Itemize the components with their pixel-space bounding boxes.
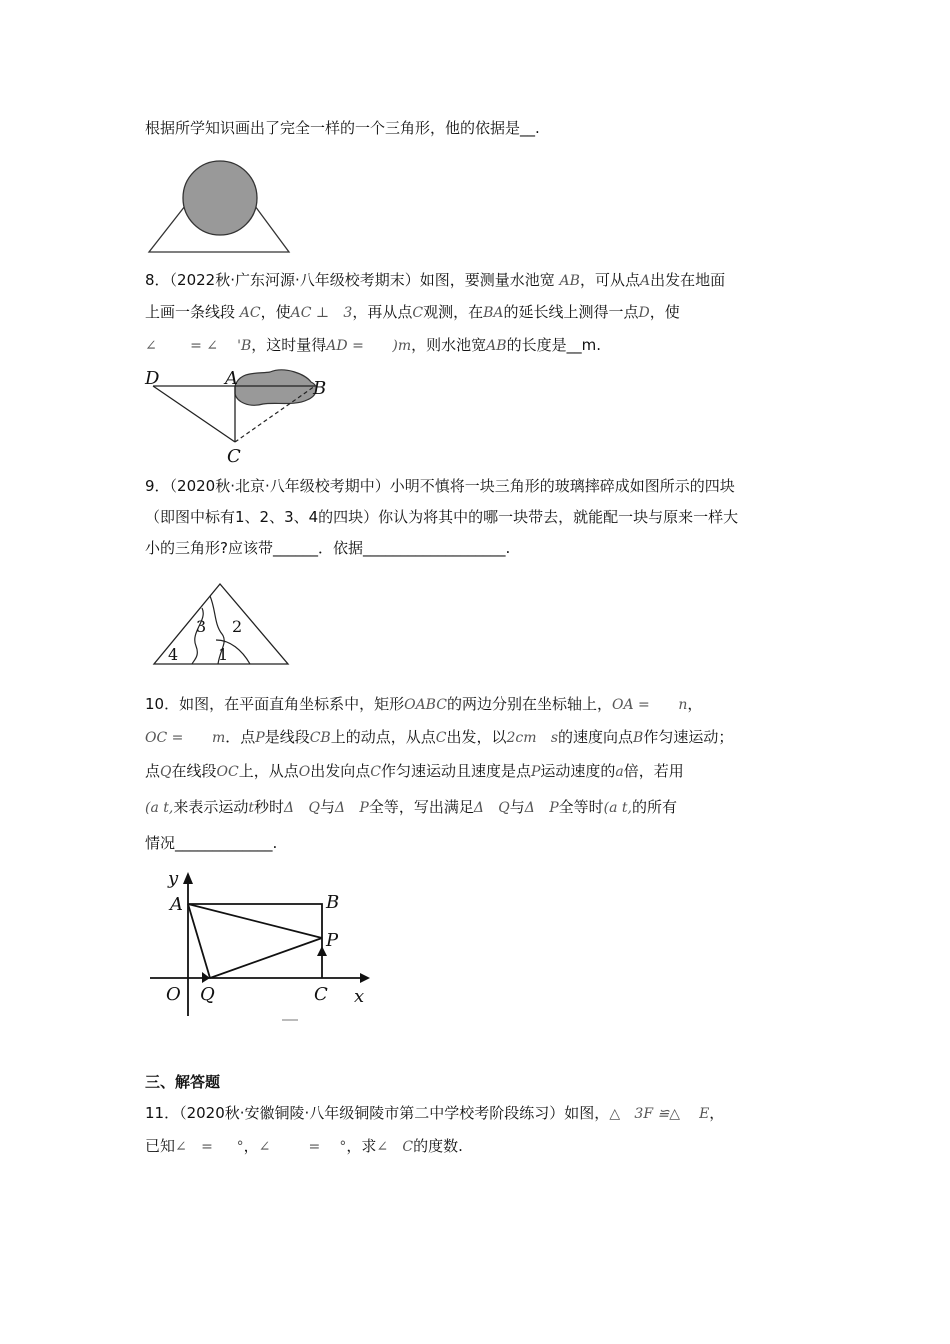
q8-line-1: 8．（2022秋·广东河源·八年级校考期末）如图，要测量水池宽 AB，可从点A出发在地面 [145, 271, 726, 289]
q8-pond-shape [235, 370, 316, 405]
q10-label-C: C [314, 984, 328, 1005]
q10-label-A: A [170, 894, 183, 915]
q9-label-2: 2 [232, 617, 243, 636]
q8-label-D: D [145, 368, 160, 389]
q10-line-3: 点Q在线段OC上，从点O出发向点C作匀速运动且速度是点P运动速度的a倍，若用 [145, 762, 684, 780]
q7-figure [145, 148, 295, 256]
q8-label-C: C [227, 446, 241, 467]
q10-line-2: OC = m．点P是线段CB上的动点，从点C出发，以2cm s的速度向点B作匀速运动； [145, 728, 734, 746]
q10-line-5: 情况_____________. [145, 834, 278, 852]
q9-line-3: 小的三角形?应该带______．依据___________________. [145, 539, 511, 557]
q10-segment-QP [210, 938, 322, 978]
q9-line-2: （即图中标有1、2、3、4的四块）你认为将其中的哪一块带去，就能配一块与原来一样大 [145, 508, 739, 526]
q10-figure [150, 866, 375, 1024]
q9-line-1: 9．（2020秋·北京·八年级校考期中）小明不慎将一块三角形的玻璃摔碎成如图所示的四块 [145, 477, 735, 495]
q9-figure [150, 580, 292, 668]
q8-segment-DC [153, 386, 235, 442]
section-3-title: 三、解答题 [145, 1073, 221, 1091]
q10-label-y: y [168, 868, 179, 889]
q7-circle [183, 161, 257, 235]
q11-line-1: 11．（2020秋·安徽铜陵·八年级铜陵市第二中学校考阶段练习）如图，△ 3F ≌△ E， [145, 1104, 725, 1122]
q10-rectangle-ABC [188, 904, 322, 978]
q10-line-4: (a t,来表示运动t秒时Δ Q与Δ P全等，写出满足Δ Q与Δ P全等时(a t,的所有 [145, 798, 677, 816]
q10-segment-AP [188, 904, 322, 938]
q10-label-x: x [354, 986, 365, 1007]
q9-label-4: 4 [168, 645, 179, 664]
q8-label-B: B [313, 378, 327, 399]
q8-label-A: A [225, 368, 238, 389]
q10-label-P: P [326, 930, 339, 951]
q10-y-axis-arrow [183, 872, 193, 884]
q10-label-B: B [326, 892, 340, 913]
q10-label-Q: Q [200, 984, 215, 1005]
q8-line-2: 上画一条线段 AC，使AC ⊥ 3，再从点C观测，在BA的延长线上测得一点D，使 [145, 303, 680, 321]
q10-segment-AQ [188, 904, 210, 978]
q10-x-axis-arrow [360, 973, 370, 983]
q7-text-line: 根据所学知识画出了完全一样的一个三角形，他的依据是__. [145, 119, 540, 137]
q11-line-2: 已知∠ = °，∠ = °，求∠ C的度数. [145, 1137, 463, 1155]
q10-label-O: O [166, 984, 181, 1005]
q8-line-3: ∠ = ∠ 'B，这时量得AD = )m，则水池宽AB的长度是__m. [145, 336, 601, 354]
q8-figure [145, 366, 335, 466]
q10-line-1: 10．如图，在平面直角坐标系中，矩形OABC的两边分别在坐标轴上，OA = n， [145, 695, 703, 713]
q9-label-3: 3 [196, 617, 207, 636]
q9-label-1: 1 [218, 645, 229, 664]
